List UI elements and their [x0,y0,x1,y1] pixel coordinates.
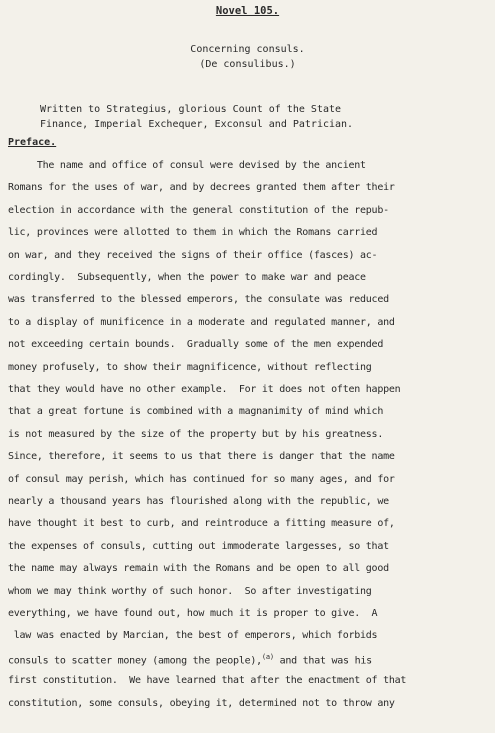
body-line: was transferred to the blessed emperors, the consulate was reduced [8,294,389,306]
body-line: nearly a thousand years has flourished along with the republic, we [8,496,389,507]
body-line: whom we may think worthy of such honor. So after investigating [8,585,372,597]
body-line: on war, and they received the signs of their office (fasces) ac- [8,249,378,261]
body-line: first constitution. We have learned that after the enactment of that [8,675,407,687]
body-line: The name and office of consul were devised by the ancient [8,160,366,171]
body-line: have thought it best to curb, and reintroduce a fitting measure of, [8,518,395,530]
address-line-1: Written to Strategius, glorious Count of the State [40,104,342,115]
body-line: Romans for the uses of war, and by decrees granted them after their [8,182,395,194]
body-line: law was enacted by Marcian, the best of emperors, which forbids [8,630,378,642]
body-line: consuls to scatter money (among the people),$^{(a)}$ and that was his [8,652,372,667]
body-line: the name may always remain with the Romans and be open to all good [8,563,389,575]
footnote-mark: (a) [261,652,274,661]
body-line: cordingly. Subsequently, when the power to make war and peace [8,272,366,283]
body-line: not exceeding certain bounds. Gradually some of the men expended [8,339,384,351]
subtitle-english: Concerning consuls. [190,44,305,55]
preface-heading: Preface. [8,137,57,148]
body-line: election in accordance with the general constitution of the repub- [8,204,389,216]
body-line: money profusely, to show their magnificence, without reflecting [8,361,372,373]
body-line: Since, therefore, it seems to us that there is danger that the name [8,451,395,463]
address-line-2: Finance, Imperial Exchequer, Exconsul and Patrician. [40,119,354,130]
subtitle-latin: (De consulibus.) [199,59,296,70]
body-line: the expenses of consuls, cutting out immoderate largesses, so that [8,540,389,552]
novel-heading: Novel 105. [215,5,280,17]
body-line: lic, provinces were allotted to them in which the Romans carried [8,227,378,239]
body-line: everything, we have found out, how much it is proper to give. A [8,608,378,619]
body-line: of consul may perish, which has continued for so many ages, and for [8,473,395,485]
body-line: constitution, some consuls, obeying it, determined not to throw any [8,697,395,709]
body-line: is not measured by the size of the property but by his greatness. [8,428,384,440]
body-line: that they would have no other example. For it does not often happen [8,384,401,395]
body-line: that a great fortune is combined with a magnanimity of mind which [8,406,384,418]
body-line: to a display of munificence in a moderate and regulated manner, and [8,316,395,328]
